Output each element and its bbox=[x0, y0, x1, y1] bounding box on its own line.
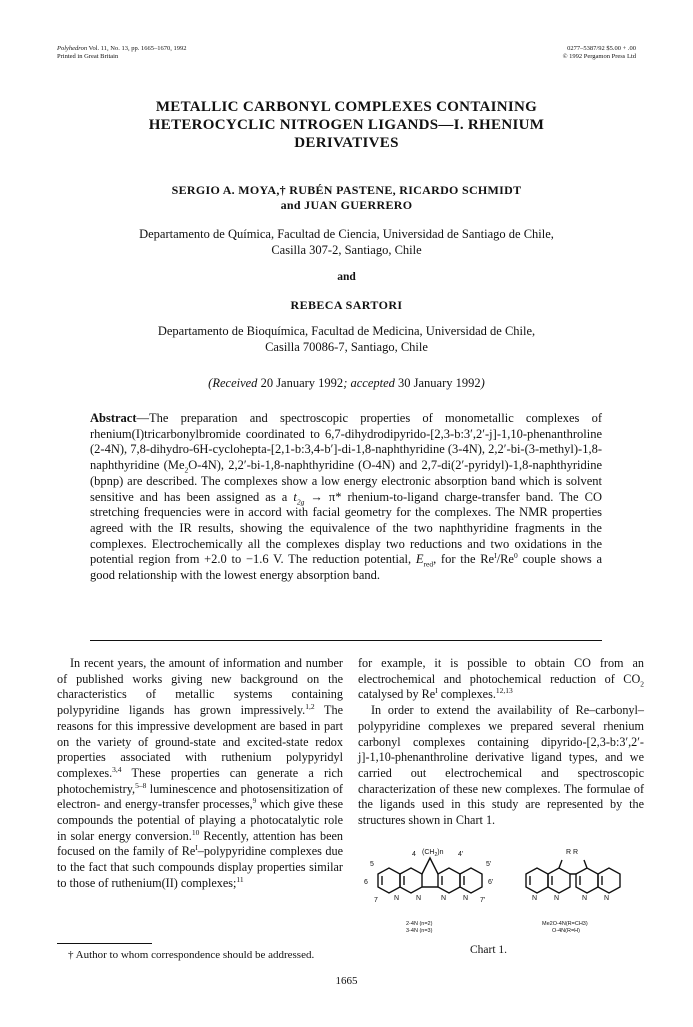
abstract-divider bbox=[90, 640, 602, 641]
co2-sub: 2 bbox=[640, 679, 644, 689]
ref-12-13: 12,13 bbox=[495, 686, 513, 696]
and-separator: and bbox=[337, 271, 356, 283]
abstract-sup-1: I bbox=[494, 551, 497, 561]
re-sup: I bbox=[435, 686, 438, 696]
caption-o-4n: O-4N(R=H) bbox=[552, 928, 580, 934]
right-text-a: for example, it is possible to obtain CO from an electrochemical and photochemical reduction of CO bbox=[358, 656, 644, 686]
right-text-b: catalysed by Re bbox=[358, 687, 436, 702]
accepted-prefix: ; accepted bbox=[343, 376, 399, 390]
affiliation-1-line-1: Departamento de Química, Facultad de Ciencia, Universidad de Santiago de Chile, bbox=[139, 227, 554, 241]
ring-left-3 bbox=[438, 868, 460, 893]
journal-header bbox=[57, 45, 186, 61]
issn-price: 0277–5387/92 $5.00 + .00 bbox=[567, 45, 636, 52]
ch2n-label: $(CH_2)n$ bbox=[422, 849, 444, 858]
abstract-ered: E bbox=[415, 552, 424, 567]
abstract-text-d: , for the Re bbox=[433, 552, 495, 567]
nitrogen-8: N bbox=[604, 895, 610, 902]
ref-4: 9 bbox=[252, 796, 257, 806]
ring-right-1 bbox=[526, 868, 548, 893]
ring-left-4 bbox=[460, 868, 482, 893]
abstract-ered-sub: red bbox=[423, 559, 434, 569]
ring-right-3 bbox=[576, 868, 598, 893]
abstract-text-f: couple shows a good relationship with the lowest energy absorption band. bbox=[90, 552, 603, 583]
affiliation-2-line-1: Departamento de Bioquímica, Facultad de Medicina, Universidad de Chile, bbox=[157, 324, 536, 338]
body-column-right bbox=[358, 656, 644, 829]
intro-text-e: which give these compounds the potential of playing a photocatalytic role in solar energy conversion. bbox=[57, 797, 343, 843]
rr-label: R R bbox=[566, 849, 579, 856]
pos-4-label: 4 bbox=[412, 851, 416, 858]
copyright: © 1992 Pergamon Press Ltd bbox=[562, 53, 636, 60]
re-oxidation-sup: I bbox=[195, 843, 198, 853]
intro-text-d: luminescence and photosensitization of electron- and energy-transfer processes, bbox=[57, 781, 343, 812]
abstract-text-c: → π* rhenium-to-ligand charge-transfer band. The CO stretching frequencies were in accord with facial geometry for the complexes. The NMR properties agreed with the IR results, showing the equivalence of the two naphthyridine fragments in the complexes. Electrochemically all the complexes display two reductions and two oxidations in the potential region from +2.0 to −1.6 V. The reduction potential, bbox=[90, 489, 602, 567]
authors-line-2: and JUAN GUERRERO bbox=[280, 198, 413, 212]
journal-name: Polyhedron bbox=[57, 45, 88, 52]
body-column-left bbox=[57, 656, 343, 892]
ring-left-2 bbox=[400, 868, 422, 893]
title-line-1: METALLIC CARBONYL COMPLEXES CONTAINING bbox=[155, 99, 538, 115]
paper-title bbox=[90, 98, 603, 152]
pos-6-label: 6 bbox=[364, 879, 368, 886]
aim-paragraph: In order to extend the availability of Re–carbonyl–polypyridine complexes we prepared several rhenium carbonyl complexes containing dipyrido-[2,3-b:3′,2′-j]-1,10-phenanthroline derivative ligand types, and we carried out electrochemical and spectroscopic characterization of these new complexes. The formulae of the ligands used in this study are represented by the structures shown in Chart 1. bbox=[358, 703, 644, 828]
nitrogen-6: N bbox=[554, 895, 560, 902]
nitrogen-4: N bbox=[463, 895, 469, 902]
ref-6: 11 bbox=[236, 874, 244, 884]
ref-3: 5–8 bbox=[135, 780, 147, 790]
printed-in: Printed in Great Britain bbox=[57, 53, 119, 60]
ref-1: 1,2 bbox=[305, 702, 315, 712]
intro-paragraph bbox=[57, 656, 343, 892]
pos-7p-label: 7' bbox=[480, 897, 486, 904]
title-line-2: HETEROCYCLIC NITROGEN LIGANDS—I. RHENIUM bbox=[148, 117, 545, 133]
nitrogen-1: N bbox=[394, 895, 400, 902]
page-number: 1665 bbox=[335, 975, 358, 987]
ring-right-2 bbox=[548, 868, 570, 893]
nitrogen-7: N bbox=[582, 895, 588, 902]
abstract bbox=[90, 411, 602, 584]
ref-2: 3,4 bbox=[112, 764, 122, 774]
pos-5p-label: 5' bbox=[486, 861, 492, 868]
affiliation-2-line-2: Casilla 70086-7, Santiago, Chile bbox=[265, 340, 428, 354]
ring-right-4 bbox=[598, 868, 620, 893]
nitrogen-2: N bbox=[416, 895, 422, 902]
caption-me2o-4n: Me2O-4N(R=CH3) bbox=[542, 921, 588, 927]
received-suffix: ) bbox=[480, 376, 485, 390]
abstract-text-a: —The preparation and spectroscopic properties of monometallic complexes of rhenium(I)tricarbonylbromide coordinated to 6,7-dihydrodipyrido-[2,3-b:3′,2′-j]-1,10-phenanthroline (2-4N), 7,8-dihydro-6H-cyclohepta-[2,1-b:3,4-b′]-di-1,8-naphthyridine (3-4N), 2,2′-bi-(3-methyl)-1,8-naphthyridine (Me bbox=[90, 411, 602, 473]
nitrogen-3: N bbox=[441, 895, 447, 902]
biaryl-bond bbox=[559, 860, 587, 874]
bridge-bond bbox=[422, 858, 438, 887]
author-list bbox=[90, 183, 603, 213]
received-date: 20 January 1992 bbox=[260, 376, 344, 390]
abstract-text-b: O-4N), 2,2′-bi-1,8-naphthyridine (O-4N) and 2,7-di(2′-pyridyl)-1,8-naphthyridine (bpnp) are described. The complexes show a low energy electronic absorption band which is solvent sensitive and has been assigned as a bbox=[90, 458, 602, 504]
accepted-date: 30 January 1992 bbox=[398, 376, 481, 390]
pos-5-label: 5 bbox=[370, 861, 374, 868]
ring-inner-bonds bbox=[382, 876, 464, 885]
intro-text-a: In recent years, the amount of information and number of published works giving new background on the characteristics of metallic systems containing polypyridine ligands has grown impressively. bbox=[57, 656, 343, 718]
intro-text-c: These properties can generate a rich photochemistry, bbox=[57, 765, 343, 796]
ring-left-1 bbox=[378, 868, 400, 893]
intro-text-g: –polypyridine complexes due to the fact that such compounds display properties similar to those of ruthenium(II) complexes; bbox=[57, 844, 344, 890]
ring-right-inner-bonds bbox=[530, 876, 602, 885]
affiliation-1 bbox=[90, 226, 603, 258]
ref-5: 10 bbox=[191, 827, 200, 837]
abstract-sup-2: 0 bbox=[513, 551, 518, 561]
abstract-t2g-sub: 2g bbox=[296, 497, 305, 507]
received-dates bbox=[90, 376, 603, 391]
continued-paragraph bbox=[358, 656, 644, 703]
affiliation-2 bbox=[90, 323, 603, 355]
abstract-text-e: /Re bbox=[496, 552, 514, 567]
intro-text-b: The reasons for this impressive development are based in part on the variety of ground-state and excited-state redox properties associated with ruthenium polypyridyl complexes. bbox=[57, 703, 343, 780]
affiliation-1-line-2: Casilla 307-2, Santiago, Chile bbox=[271, 243, 422, 257]
abstract-t2g: t bbox=[293, 489, 297, 504]
caption-2-4n: 2-4N (n=2) bbox=[406, 921, 433, 927]
corresponding-author-footnote: † Author to whom correspondence should be addressed. bbox=[68, 949, 315, 961]
title-line-3: DERIVATIVES bbox=[294, 135, 399, 151]
abstract-sub-a: 2 bbox=[184, 465, 189, 475]
abstract-label: Abstract bbox=[90, 411, 137, 425]
pos-6p-label: 6' bbox=[488, 879, 494, 886]
journal-volume: Vol. 11, No. 13, pp. 1665–1670, 1992 bbox=[87, 45, 187, 52]
pos-4p-label: 4' bbox=[458, 851, 464, 858]
right-text-c: complexes. bbox=[437, 687, 496, 702]
footnote-divider bbox=[57, 943, 152, 944]
nitrogen-5: N bbox=[532, 895, 538, 902]
chemical-structures-figure bbox=[358, 828, 648, 940]
author-2: REBECA SARTORI bbox=[290, 298, 403, 312]
caption-3-4n: 3-4N (n=3) bbox=[406, 928, 433, 934]
intro-text-f: Recently, attention has been focused on the family of Re bbox=[57, 828, 344, 859]
authors-line-1: SERGIO A. MOYA,† RUBÉN PASTENE, RICARDO SCHMIDT bbox=[171, 183, 522, 197]
chart-caption: Chart 1. bbox=[470, 944, 508, 956]
received-prefix: (Received bbox=[208, 376, 261, 390]
pos-7-label: 7 bbox=[374, 897, 378, 904]
copyright-header bbox=[563, 45, 636, 61]
